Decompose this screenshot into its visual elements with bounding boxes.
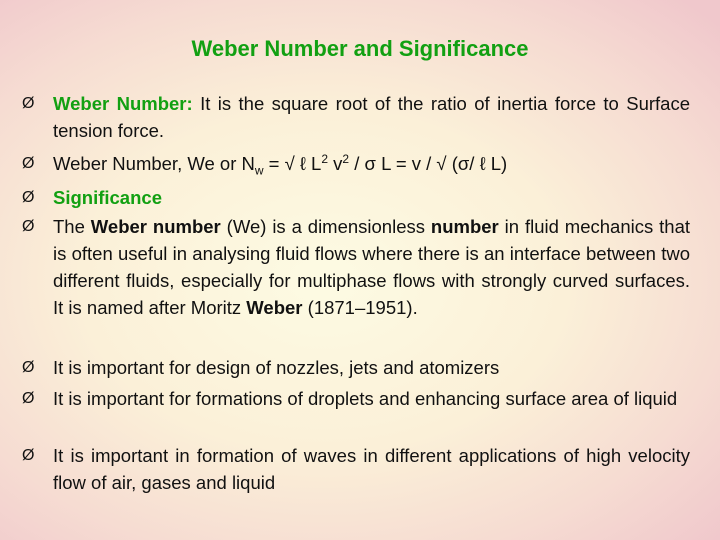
droplets-text: It is important for formations of droplets and enhancing surface area of liquid [53, 388, 678, 409]
formula-part-1: = √ ℓ L [263, 153, 322, 174]
weber-number-label: Weber Number: [53, 93, 193, 114]
bullet-weber-definition [22, 90, 690, 150]
arrow-bullet-icon: Ø [22, 447, 35, 464]
arrow-bullet-icon: Ø [22, 155, 35, 172]
arrow-bullet-icon: Ø [22, 218, 35, 235]
desc-bold-number-2: number [430, 216, 499, 237]
desc-text-1: The [53, 216, 91, 237]
formula-superscript-2: 2 [342, 151, 350, 166]
formula-part-3: / σ L = v / √ (σ/ ℓ L) [349, 153, 508, 174]
nozzles-text: It is important for design of nozzles, jets and atomizers [53, 357, 500, 378]
arrow-bullet-icon: Ø [22, 95, 35, 112]
desc-bold-number: number [152, 216, 221, 237]
bullet-droplets [22, 385, 690, 442]
bullet-waves [22, 442, 690, 498]
desc-text-5: (1871–1951). [302, 297, 418, 318]
bullet-nozzles [22, 354, 690, 385]
bullet-list [22, 90, 690, 498]
significance-label: Significance [53, 187, 162, 208]
bullet-weber-formula [22, 150, 690, 184]
waves-text: It is important in formation of waves in different applications of high velocity flow of air, gases and liquid [53, 445, 690, 493]
arrow-bullet-icon: Ø [22, 359, 35, 376]
weber-definition-text: It is the square root of the ratio of inertia force to Surface tension force. [53, 93, 690, 141]
formula-part-2: v [328, 153, 343, 174]
slide-title: Weber Number and Significance [191, 36, 529, 61]
desc-bold-weber: Weber [90, 216, 148, 237]
formula-superscript-1: 2 [321, 151, 329, 166]
formula-subscript-w: w [254, 163, 264, 178]
bullet-significance-heading [22, 184, 690, 213]
desc-bold-weber-2: Weber [246, 297, 303, 318]
arrow-bullet-icon: Ø [22, 390, 35, 407]
desc-text-3: (We) is a dimensionless [220, 216, 431, 237]
arrow-bullet-icon: Ø [22, 189, 35, 206]
bullet-weber-description [22, 213, 690, 354]
formula-prefix: Weber Number, We or N [53, 153, 255, 174]
desc-text-4: in fluid mechanics that is often useful in analysing fluid flows where there is an interface between two different fluids, especially for multiphase flows with strongly curved surfaces. It is named after Moritz [53, 216, 690, 318]
